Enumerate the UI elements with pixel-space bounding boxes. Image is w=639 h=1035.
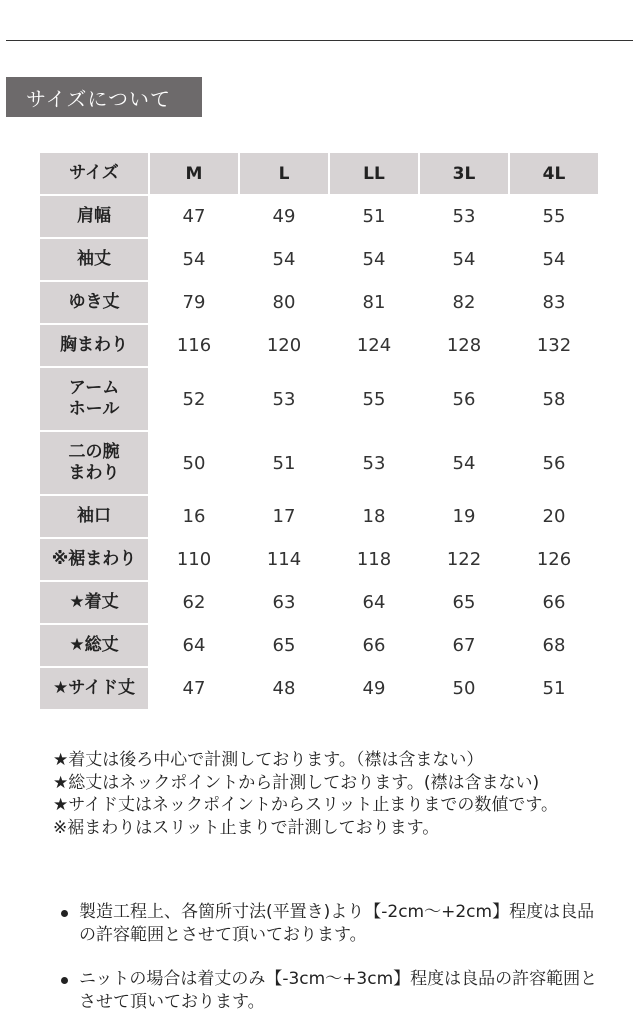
measurement-cell: 54	[150, 239, 238, 280]
measurement-cell: 50	[420, 668, 508, 709]
list-item	[58, 968, 598, 1013]
measurement-cell: 54	[420, 239, 508, 280]
measurement-cell: 54	[240, 239, 328, 280]
size-column-m: M	[150, 153, 238, 194]
measurement-cell: 49	[330, 668, 418, 709]
tolerance-text: 製造工程上、各箇所寸法(平置き)より【-2cm～+2cm】程度は良品の許容範囲とさせて頂いております。	[79, 902, 595, 945]
measurement-cell: 51	[240, 432, 328, 494]
measurement-cell: 56	[420, 368, 508, 430]
row-label: ★サイド丈	[40, 668, 148, 709]
measurement-notes	[53, 749, 593, 839]
measurement-cell: 53	[330, 432, 418, 494]
measurement-cell: 66	[330, 625, 418, 666]
measurement-cell: 82	[420, 282, 508, 323]
measurement-cell: 80	[240, 282, 328, 323]
measurement-cell: 81	[330, 282, 418, 323]
measurement-cell: 58	[510, 368, 598, 430]
table-row	[40, 539, 598, 580]
measurement-cell: 65	[240, 625, 328, 666]
size-column-3l: 3L	[420, 153, 508, 194]
measurement-cell: 128	[420, 325, 508, 366]
measurement-cell: 63	[240, 582, 328, 623]
measurement-cell: 50	[150, 432, 238, 494]
measurement-cell: 79	[150, 282, 238, 323]
table-row	[40, 582, 598, 623]
measurement-cell: 124	[330, 325, 418, 366]
measurement-cell: 62	[150, 582, 238, 623]
measurement-cell: 49	[240, 196, 328, 237]
measurement-cell: 17	[240, 496, 328, 537]
measurement-cell: 126	[510, 539, 598, 580]
row-label: 肩幅	[40, 196, 148, 237]
measurement-cell: 68	[510, 625, 598, 666]
note-line: ★着丈は後ろ中心で計測しております。（襟は含まない）	[53, 750, 484, 770]
measurement-cell: 64	[330, 582, 418, 623]
row-label: 袖口	[40, 496, 148, 537]
tolerance-list	[58, 901, 598, 1035]
measurement-cell: 116	[150, 325, 238, 366]
row-label: ★着丈	[40, 582, 148, 623]
measurement-cell: 53	[240, 368, 328, 430]
measurement-cell: 64	[150, 625, 238, 666]
table-row	[40, 496, 598, 537]
measurement-cell: 48	[240, 668, 328, 709]
row-label: ゆき丈	[40, 282, 148, 323]
table-row	[40, 325, 598, 366]
row-label: 袖丈	[40, 239, 148, 280]
note-line: ※裾まわりはスリット止まりで計測しております。	[53, 817, 440, 838]
measurement-cell: 118	[330, 539, 418, 580]
bullet-icon	[61, 977, 68, 984]
measurement-cell: 55	[330, 368, 418, 430]
size-table-body	[40, 196, 598, 709]
row-label: ★総丈	[40, 625, 148, 666]
measurement-cell: 110	[150, 539, 238, 580]
table-row	[40, 196, 598, 237]
measurement-cell: 132	[510, 325, 598, 366]
measurement-cell: 65	[420, 582, 508, 623]
measurement-cell: 114	[240, 539, 328, 580]
measurement-cell: 20	[510, 496, 598, 537]
measurement-cell: 67	[420, 625, 508, 666]
measurement-cell: 52	[150, 368, 238, 430]
row-label: 二の腕 まわり	[40, 432, 148, 494]
measurement-cell: 47	[150, 196, 238, 237]
measurement-cell: 54	[420, 432, 508, 494]
size-header-row	[40, 153, 598, 194]
size-column-4l: 4L	[510, 153, 598, 194]
measurement-cell: 55	[510, 196, 598, 237]
measurement-cell: 51	[510, 668, 598, 709]
section-title: サイズについて	[6, 77, 202, 117]
measurement-cell: 66	[510, 582, 598, 623]
table-row	[40, 368, 598, 430]
row-label: 胸まわり	[40, 325, 148, 366]
measurement-cell: 16	[150, 496, 238, 537]
size-header-label: サイズ	[40, 153, 148, 194]
measurement-cell: 18	[330, 496, 418, 537]
note-line: ★サイド丈はネックポイントからスリット止まりまでの数値です。	[53, 795, 559, 815]
table-row	[40, 625, 598, 666]
measurement-cell: 56	[510, 432, 598, 494]
size-column-ll: LL	[330, 153, 418, 194]
measurement-cell: 122	[420, 539, 508, 580]
note-line: ★総丈はネックポイントから計測しております。(襟は含まない)	[53, 772, 540, 793]
row-label: アーム ホール	[40, 368, 148, 430]
measurement-cell: 54	[510, 239, 598, 280]
row-label: ※裾まわり	[40, 539, 148, 580]
top-divider	[6, 40, 633, 41]
measurement-cell: 83	[510, 282, 598, 323]
measurement-cell: 51	[330, 196, 418, 237]
table-row	[40, 668, 598, 709]
size-column-l: L	[240, 153, 328, 194]
measurement-cell: 19	[420, 496, 508, 537]
bullet-icon	[61, 910, 68, 917]
table-row	[40, 282, 598, 323]
list-item	[58, 901, 598, 946]
measurement-cell: 53	[420, 196, 508, 237]
measurement-cell: 120	[240, 325, 328, 366]
table-row	[40, 239, 598, 280]
tolerance-text: ニットの場合は着丈のみ【-3cm～+3cm】程度は良品の許容範囲とさせて頂いております。	[79, 969, 598, 1012]
size-table	[38, 151, 600, 711]
measurement-cell: 54	[330, 239, 418, 280]
measurement-cell: 47	[150, 668, 238, 709]
table-row	[40, 432, 598, 494]
